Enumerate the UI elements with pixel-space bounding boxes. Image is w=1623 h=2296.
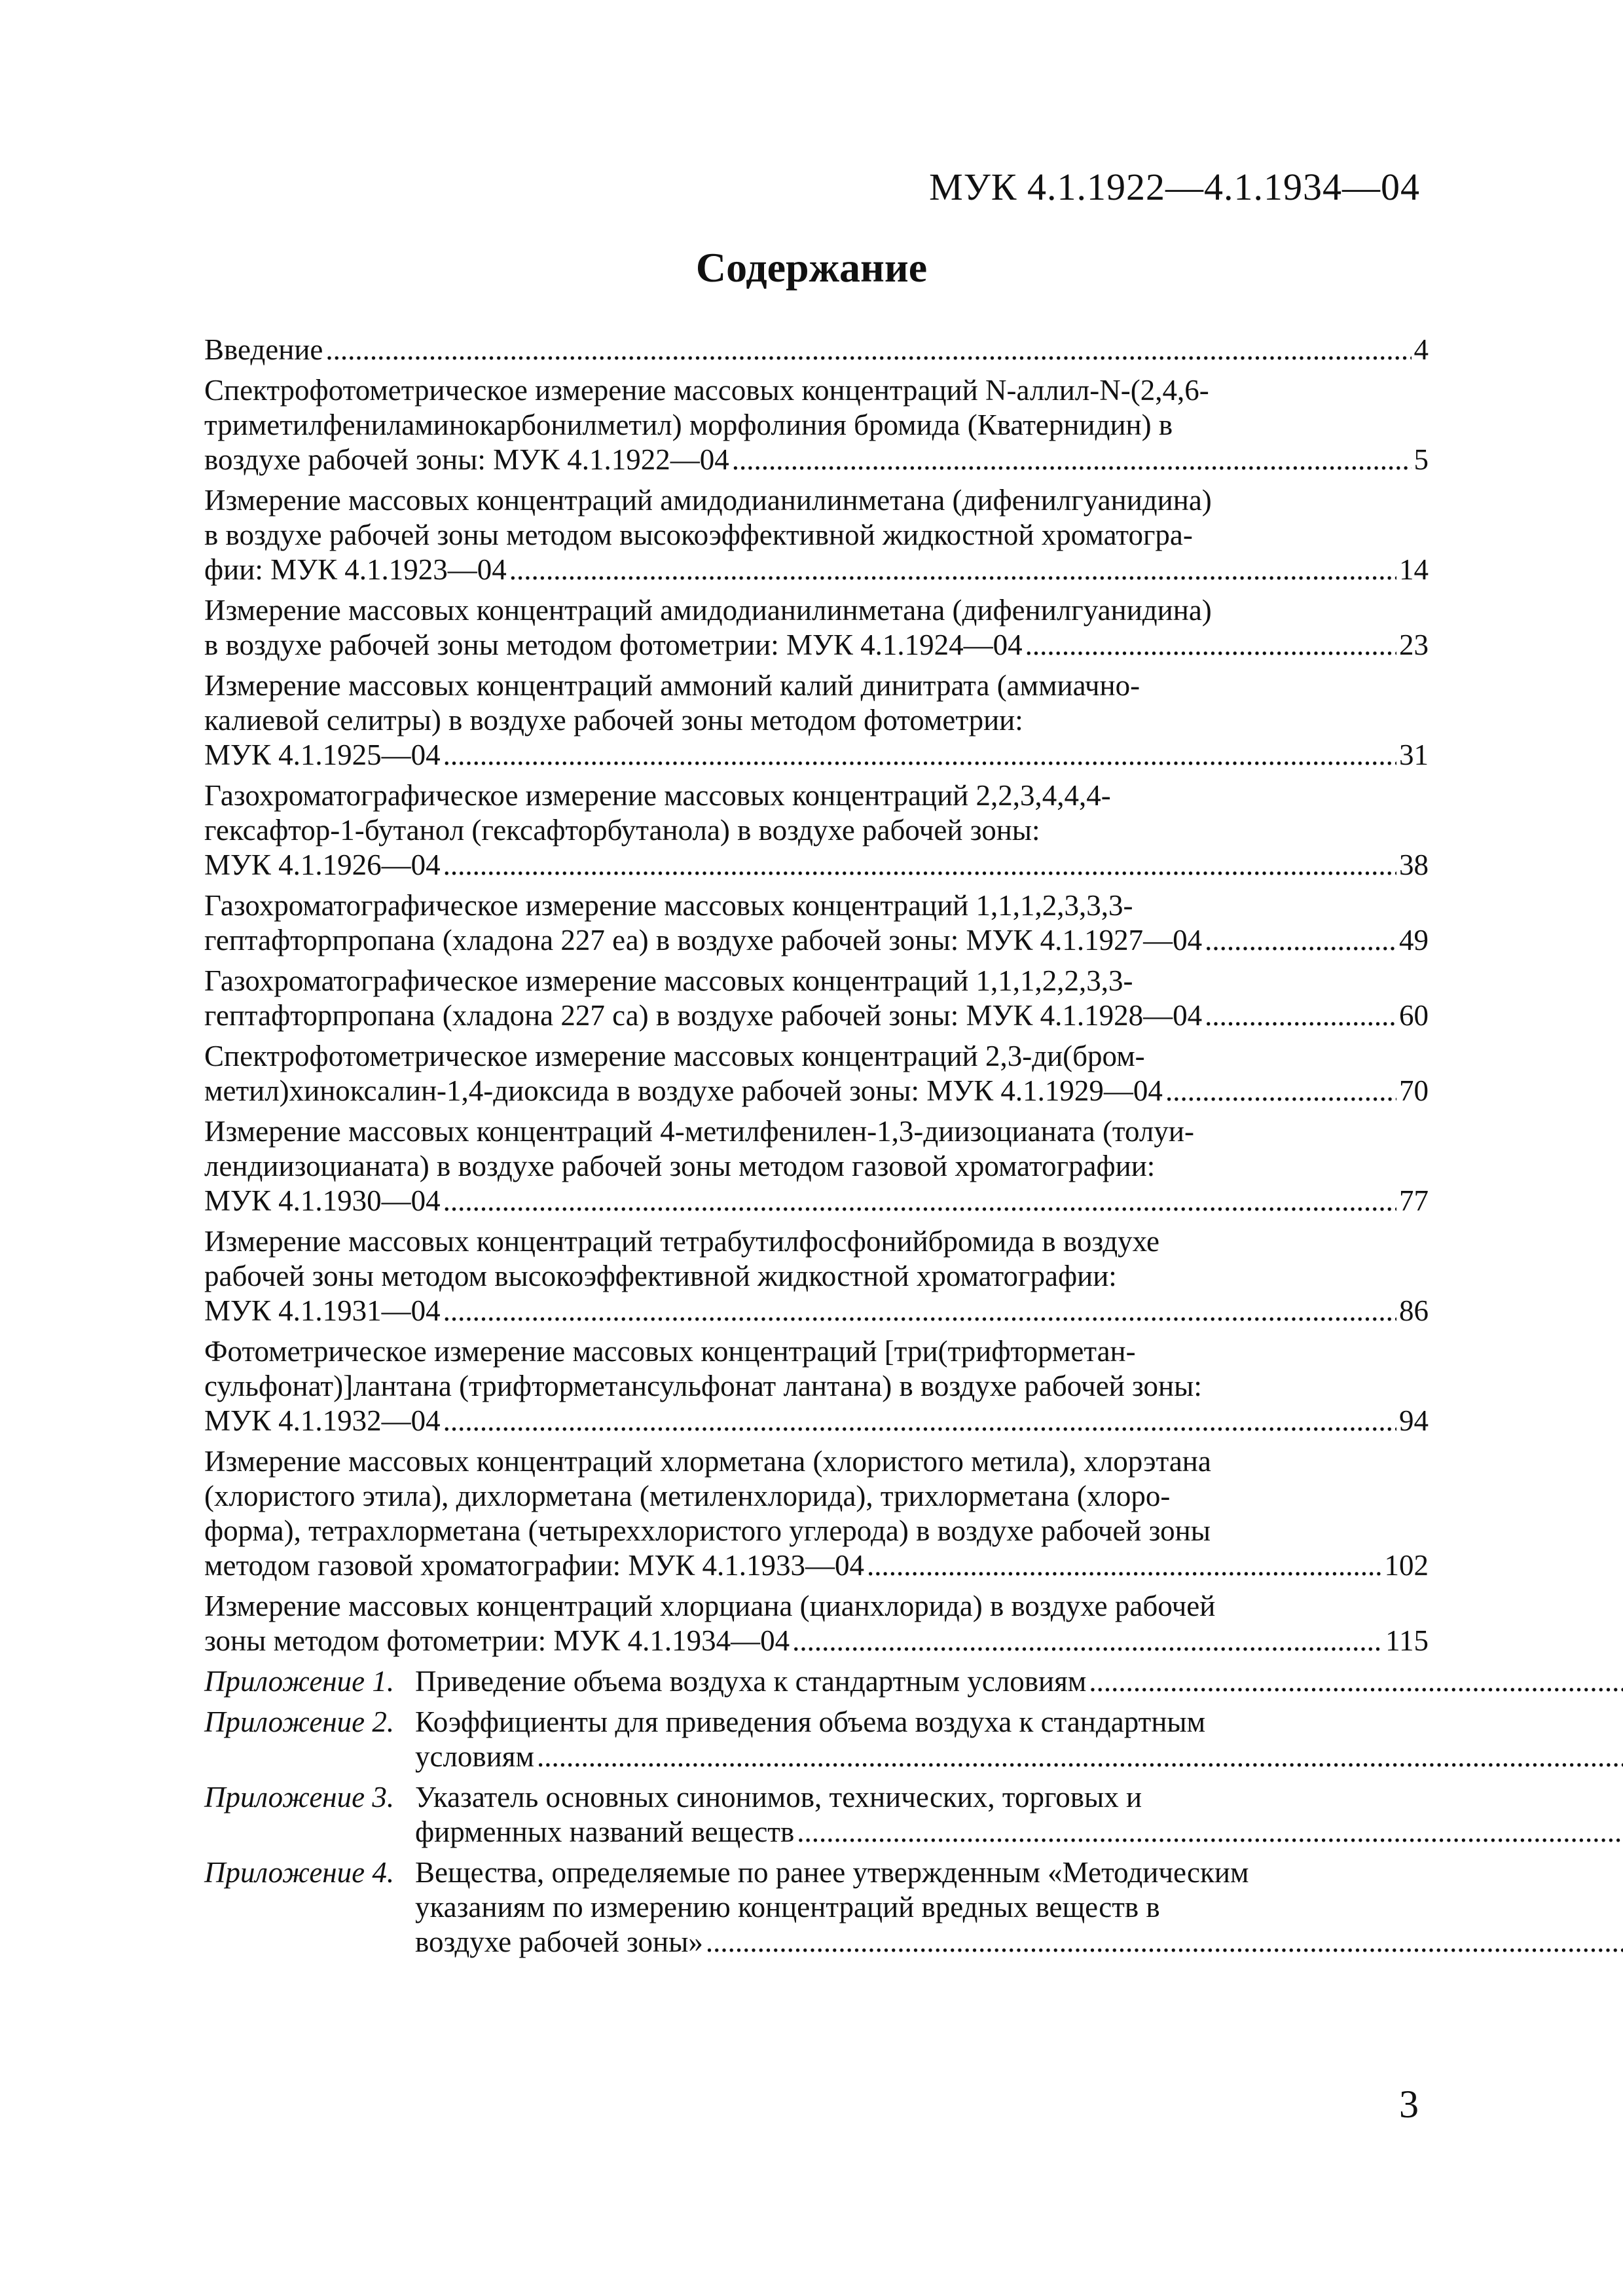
toc-page-number: 60 — [1399, 999, 1429, 1032]
page-number: 3 — [1399, 2083, 1419, 2126]
toc-entry-text: фии: МУК 4.1.1923—04 — [204, 553, 507, 586]
appendix-label: Приложение 3. — [204, 1781, 395, 1813]
toc-entry-text: воздухе рабочей зоны: МУК 4.1.1922—04 — [204, 443, 729, 476]
toc-entry-text: условиям — [415, 1740, 534, 1773]
toc-entry-line: рабочей зоны методом высокоэффективной жидкостной хроматографии: — [204, 1260, 1117, 1292]
toc-entry-last-line — [204, 923, 1429, 958]
toc-entry — [204, 668, 1429, 773]
toc-entry-text: фирменных названий веществ — [415, 1815, 795, 1848]
toc-page-number: 115 — [1385, 1624, 1429, 1657]
toc-entry-text: МУК 4.1.1925—04 — [204, 738, 441, 771]
toc-entry-text: МУК 4.1.1930—04 — [204, 1184, 441, 1217]
toc-page-number: 49 — [1399, 924, 1429, 957]
toc-page-number: 86 — [1399, 1294, 1429, 1327]
toc-page-number: 70 — [1399, 1074, 1429, 1107]
toc-entry-last-line — [204, 333, 1429, 367]
dot-leader — [443, 738, 1396, 773]
toc-entry — [204, 483, 1429, 587]
toc-entry-last-line — [204, 1404, 1429, 1438]
toc-entry-line: Спектрофотометрическое измерение массовых концентраций 2,3-ди(бром- — [204, 1040, 1145, 1072]
toc-entry-last-line — [415, 1740, 1623, 1774]
toc-entry-line: Измерение массовых концентраций хлорциана (цианхлорида) в воздухе рабочей — [204, 1590, 1216, 1622]
toc-entry-last-line — [204, 1624, 1429, 1658]
toc-entry-text: гептафторпропана (хладона 227 са) в воздухе рабочей зоны: МУК 4.1.1928—04 — [204, 999, 1203, 1032]
toc-entry-line: в воздухе рабочей зоны методом высокоэффективной жидкостной хроматогра- — [204, 519, 1193, 551]
dot-leader — [443, 1184, 1396, 1218]
toc-entry-line: Спектрофотометрическое измерение массовых концентраций N-аллил-N-(2,4,6- — [204, 374, 1209, 407]
toc-appendix-entry — [204, 1855, 1429, 1959]
toc-entry — [204, 1444, 1429, 1583]
toc-entry-line: калиевой селитры) в воздухе рабочей зоны методом фотометрии: — [204, 704, 1023, 737]
toc-appendices — [204, 1664, 1429, 1959]
toc-entry-last-line — [204, 1184, 1429, 1218]
toc-entry-text: методом газовой хроматографии: МУК 4.1.1933—04 — [204, 1549, 865, 1582]
page-title: Содержание — [695, 244, 928, 291]
toc-entry-last-line — [204, 848, 1429, 883]
toc-entry — [204, 593, 1429, 663]
appendix-body — [415, 1705, 1623, 1774]
dot-leader — [1165, 1074, 1396, 1108]
toc-entry-text: метил)хиноксалин-1,4-диоксида в воздухе рабочей зоны: МУК 4.1.1929—04 — [204, 1074, 1163, 1107]
dot-leader — [1089, 1664, 1623, 1699]
dot-leader — [1205, 998, 1396, 1033]
dot-leader — [443, 848, 1396, 883]
toc-entry-text: Приведение объема воздуха к стандартным условиям — [415, 1665, 1087, 1698]
toc-entry — [204, 1039, 1429, 1108]
toc-entries — [204, 333, 1429, 1658]
appendix-body — [415, 1855, 1623, 1959]
toc-entry — [204, 333, 1429, 367]
toc-entry-last-line — [415, 1664, 1623, 1699]
toc-appendix-entry — [204, 1780, 1429, 1850]
toc-entry-line: Вещества, определяемые по ранее утвержденным «Методическим — [415, 1856, 1249, 1889]
toc-entry — [204, 373, 1429, 477]
toc-entry-line: Измерение массовых концентраций амидодианилинметана (дифенилгуанидина) — [204, 594, 1212, 627]
toc-entry-line: Измерение массовых концентраций амидодианилинметана (дифенилгуанидина) — [204, 484, 1212, 517]
toc-page-number: 102 — [1384, 1549, 1429, 1582]
toc-entry-line: Газохроматографическое измерение массовых концентраций 1,1,1,2,3,3,3- — [204, 889, 1133, 922]
dot-leader — [443, 1404, 1396, 1438]
appendix-body — [415, 1664, 1623, 1699]
toc-entry-last-line — [204, 443, 1429, 477]
toc-entry-line: форма), тетрахлорметана (четыреххлористого углерода) в воздухе рабочей зоны — [204, 1514, 1211, 1547]
toc-page-number: 94 — [1399, 1404, 1429, 1437]
toc-entry-last-line — [204, 1548, 1429, 1583]
toc-entry — [204, 1224, 1429, 1328]
toc-entry-line: Измерение массовых концентраций аммоний калий динитрата (аммиачно- — [204, 669, 1140, 702]
toc-entry-last-line — [204, 1294, 1429, 1328]
toc-entry-text: гептафторпропана (хладона 227 еа) в воздухе рабочей зоны: МУК 4.1.1927—04 — [204, 924, 1203, 957]
toc-entry-line: (хлористого этила), дихлорметана (метиленхлорида), трихлорметана (хлоро- — [204, 1480, 1171, 1512]
toc-page-number: 14 — [1399, 553, 1429, 586]
toc-entry — [204, 1114, 1429, 1218]
toc-entry-text: МУК 4.1.1926—04 — [204, 848, 441, 881]
document-code-header: МУК 4.1.1922—4.1.1934—04 — [929, 166, 1420, 208]
appendix-body — [415, 1780, 1623, 1850]
toc-entry-line: Коэффициенты для приведения объема воздуха к стандартным — [415, 1705, 1206, 1738]
appendix-label: Приложение 4. — [204, 1856, 395, 1889]
dot-leader — [1205, 923, 1396, 958]
toc-entry-line: гексафтор-1-бутанол (гексафторбутанола) в воздухе рабочей зоны: — [204, 814, 1040, 847]
toc-entry-text: зоны методом фотометрии: МУК 4.1.1934—04 — [204, 1624, 790, 1657]
toc-page-number: 4 — [1413, 333, 1429, 366]
toc-entry-line: Газохроматографическое измерение массовых концентраций 2,2,3,4,4,4- — [204, 779, 1111, 812]
toc-page-number: 5 — [1413, 443, 1429, 476]
toc-entry-last-line — [415, 1925, 1623, 1959]
toc-entry — [204, 1589, 1429, 1658]
toc-entry — [204, 888, 1429, 958]
dot-leader — [797, 1815, 1623, 1850]
toc-entry — [204, 778, 1429, 883]
toc-entry-line: сульфонат)]лантана (трифторметансульфонат лантана) в воздухе рабочей зоны: — [204, 1370, 1202, 1402]
toc-entry-line: указаниям по измерению концентраций вредных веществ в — [415, 1891, 1160, 1923]
toc-entry-last-line — [204, 998, 1429, 1033]
toc-entry-last-line — [415, 1815, 1623, 1850]
toc-appendix-entry — [204, 1705, 1429, 1774]
toc-page-number: 77 — [1399, 1184, 1429, 1217]
toc-entry-line: триметилфениламинокарбонилметил) морфолиния бромида (Кватернидин) в — [204, 409, 1173, 441]
dot-leader — [537, 1740, 1623, 1774]
toc-entry — [204, 964, 1429, 1033]
toc-entry-line: Фотометрическое измерение массовых концентраций [три(трифторметан- — [204, 1335, 1136, 1368]
dot-leader — [792, 1624, 1383, 1658]
toc-entry-line: лендиизоцианата) в воздухе рабочей зоны методом газовой хроматографии: — [204, 1150, 1156, 1182]
toc-page-number: 38 — [1399, 848, 1429, 881]
toc-entry-line: Измерение массовых концентраций хлорметана (хлористого метила), хлорэтана — [204, 1445, 1211, 1478]
toc-entry-text: Введение — [204, 333, 323, 366]
toc-appendix-entry — [204, 1664, 1429, 1699]
dot-leader — [867, 1548, 1381, 1583]
dot-leader — [706, 1925, 1623, 1959]
toc-entry-line: Измерение массовых концентраций тетрабутилфосфонийбромида в воздухе — [204, 1225, 1160, 1258]
dot-leader — [732, 443, 1412, 477]
toc-entry-line: Указатель основных синонимов, технических, торговых и — [415, 1781, 1142, 1813]
toc-entry-text: воздухе рабочей зоны» — [415, 1925, 703, 1958]
toc-entry-last-line — [204, 1074, 1429, 1108]
toc-entry — [204, 1334, 1429, 1438]
toc-page-number: 31 — [1399, 738, 1429, 771]
toc-entry-last-line — [204, 628, 1429, 663]
dot-leader — [443, 1294, 1396, 1328]
toc-entry-text: МУК 4.1.1932—04 — [204, 1404, 441, 1437]
toc-page-number: 23 — [1399, 629, 1429, 661]
dot-leader — [509, 553, 1396, 587]
appendix-label: Приложение 1. — [204, 1665, 395, 1698]
toc-entry-text: в воздухе рабочей зоны методом фотометрии: МУК 4.1.1924—04 — [204, 629, 1023, 661]
dot-leader — [1025, 628, 1396, 663]
toc-entry-last-line — [204, 738, 1429, 773]
toc-entry-last-line — [204, 553, 1429, 587]
toc-entry-line: Измерение массовых концентраций 4-метилфенилен-1,3-диизоцианата (толуи- — [204, 1115, 1194, 1148]
table-of-contents — [204, 333, 1429, 1965]
toc-entry-text: МУК 4.1.1931—04 — [204, 1294, 441, 1327]
toc-entry-line: Газохроматографическое измерение массовых концентраций 1,1,1,2,2,3,3- — [204, 964, 1133, 997]
dot-leader — [325, 333, 1411, 367]
appendix-label: Приложение 2. — [204, 1705, 395, 1738]
